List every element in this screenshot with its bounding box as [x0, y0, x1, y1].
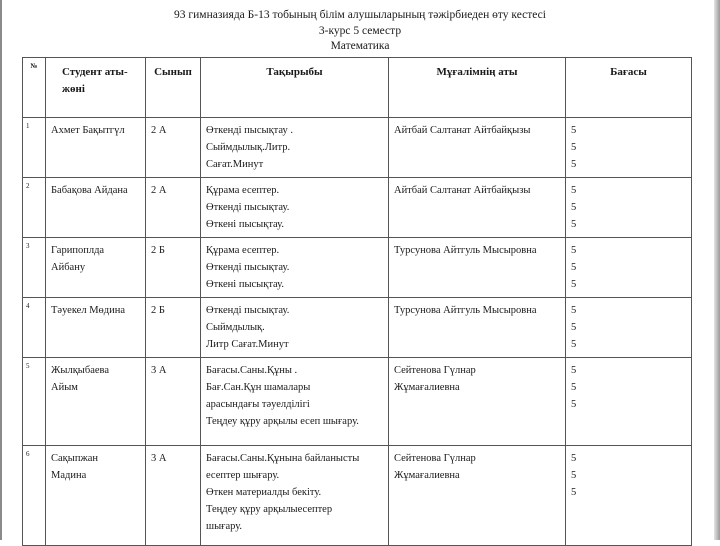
- header-class: Сынып: [146, 58, 201, 118]
- row-number: 1: [23, 118, 46, 178]
- class-name: 2 А: [146, 118, 201, 178]
- teacher-name: Турсунова Айтгуль Мысыровна: [389, 298, 566, 358]
- class-name: 2 Б: [146, 298, 201, 358]
- student-name: Ахмет Бақытгүл: [46, 118, 146, 178]
- grades: 5 5 5: [566, 238, 692, 298]
- topic: Бағасы.Саны.Құны . Бағ.Сан.Құн шамалары арасындағы тәуелділігі Теңдеу құру арқылы есеп шығару.: [201, 358, 389, 446]
- grades: 5 5 5: [566, 118, 692, 178]
- row-number: 3: [23, 238, 46, 298]
- student-name: Жылқыбаева Айым: [46, 358, 146, 446]
- document-header: [0, 8, 720, 55]
- practice-schedule-table: [22, 57, 692, 546]
- topic: Құрама есептер. Өткенді пысықтау. Өткені пысықтау.: [201, 178, 389, 238]
- table-row: [23, 178, 692, 238]
- teacher-name: Сейтенова Гүлнар Жұмағалиевна: [389, 446, 566, 546]
- table-row: [23, 238, 692, 298]
- row-number: 2: [23, 178, 46, 238]
- student-name: Гарипоплда Айбану: [46, 238, 146, 298]
- grades: 5 5 5: [566, 298, 692, 358]
- grades: 5 5 5: [566, 446, 692, 546]
- table-header-row: [23, 58, 692, 118]
- class-name: 3 А: [146, 446, 201, 546]
- class-name: 3 А: [146, 358, 201, 446]
- page-frame-right: [714, 0, 720, 540]
- student-name: Сақыпжан Мадина: [46, 446, 146, 546]
- row-number: 6: [23, 446, 46, 546]
- subject-name: Математика: [330, 40, 390, 52]
- student-name: Бабақова Айдана: [46, 178, 146, 238]
- row-number: 5: [23, 358, 46, 446]
- header-student: Студент аты- жөні: [46, 58, 146, 118]
- topic: Құрама есептер. Өткенді пысықтау. Өткені пысықтау.: [201, 238, 389, 298]
- table-row: [23, 446, 692, 546]
- table-row: [23, 298, 692, 358]
- document-title: 93 гимназияда Б-13 тобының білім алушыларының тәжірбиеден өту кестесі: [174, 9, 546, 21]
- topic: Өткенді пысықтау . Сыймдылық.Литр. Сағат.Минут: [201, 118, 389, 178]
- topic: Өткенді пысықтау. Сыймдылық. Литр Сағат.Минут: [201, 298, 389, 358]
- table-row: [23, 118, 692, 178]
- teacher-name: Сейтенова Гүлнар Жұмағалиевна: [389, 358, 566, 446]
- class-name: 2 А: [146, 178, 201, 238]
- course-semester: 3-курс 5 семестр: [318, 24, 402, 37]
- header-number: №: [23, 58, 46, 118]
- header-grade: Бағасы: [566, 58, 692, 118]
- header-teacher: Мұғалімнің аты: [389, 58, 566, 118]
- grades: 5 5 5: [566, 178, 692, 238]
- topic: Бағасы.Саны.Құнына байланысты есептер шығару. Өткен материалды бекіту. Теңдеу құру арқылыесептер шығару.: [201, 446, 389, 546]
- page-frame-left: [0, 0, 2, 540]
- grades: 5 5 5: [566, 358, 692, 446]
- table-row: [23, 358, 692, 446]
- class-name: 2 Б: [146, 238, 201, 298]
- teacher-name: Айтбай Салтанат Айтбайқызы: [389, 178, 566, 238]
- row-number: 4: [23, 298, 46, 358]
- student-name: Тәуекел Мөдина: [46, 298, 146, 358]
- teacher-name: Турсунова Айтгуль Мысыровна: [389, 238, 566, 298]
- teacher-name: Айтбай Салтанат Айтбайқызы: [389, 118, 566, 178]
- header-topic: Тақырыбы: [201, 58, 389, 118]
